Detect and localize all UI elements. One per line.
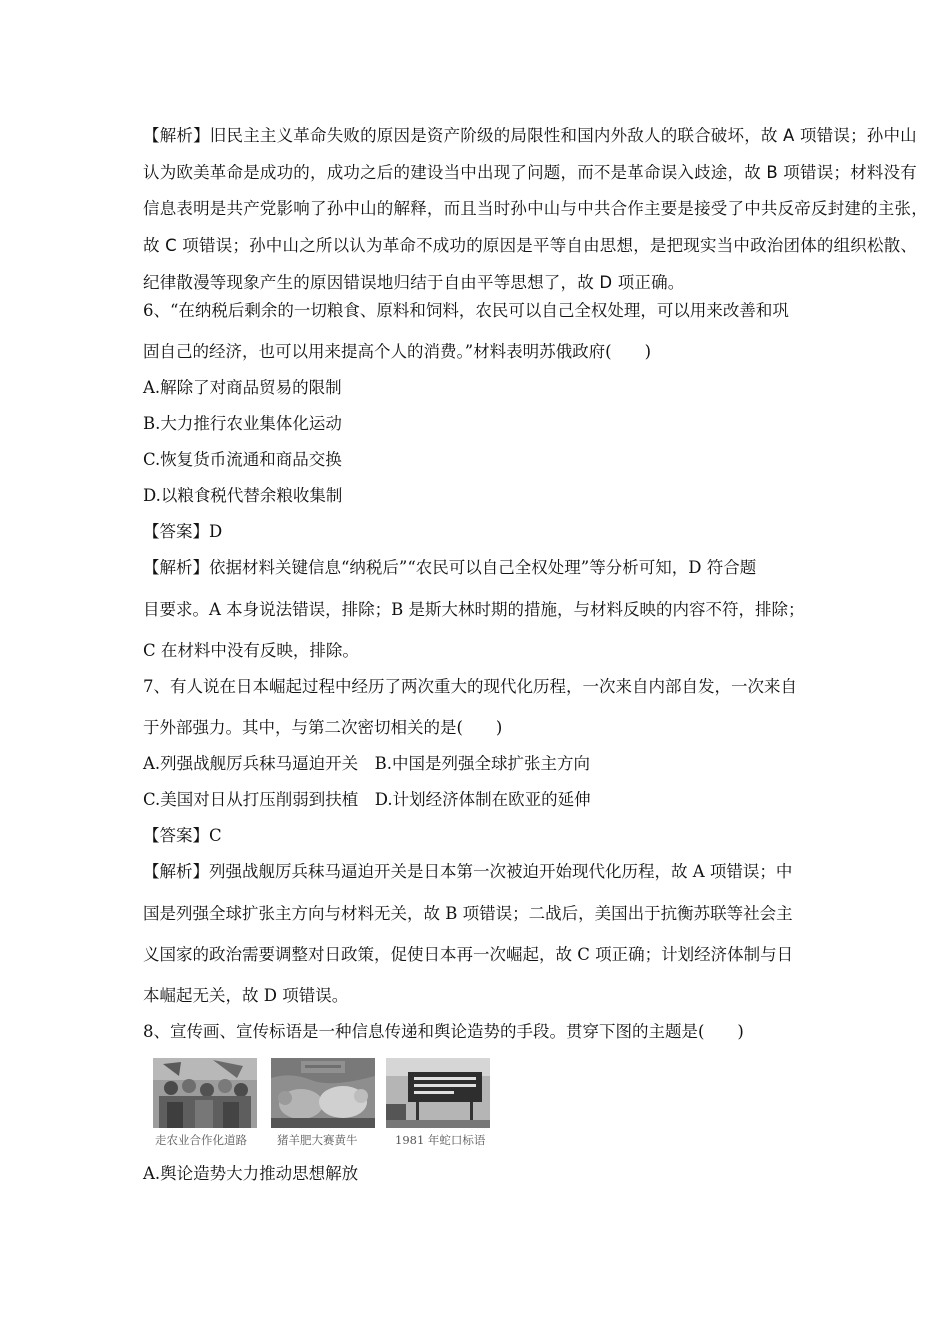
q8-image-strip xyxy=(153,1058,498,1153)
q5-analysis-line-4: 故 C 项错误；孙中山之所以认为革命不成功的原因是平等自由思想，是把现实当中政治团体的组织松散、 xyxy=(143,236,918,255)
q5-analysis-line-1: 【解析】旧民主主义革命失败的原因是资产阶级的局限性和国内外敌人的联合破坏，故 A 项错误；孙中山 xyxy=(143,126,917,145)
q7-analysis-line-4: 本崛起无关，故 D 项错误。 xyxy=(143,986,349,1005)
q6-option-b: B.大力推行农业集体化运动 xyxy=(143,414,342,433)
q6-option-a: A.解除了对商品贸易的限制 xyxy=(143,378,342,397)
q7-analysis-line-2: 国是列强全球扩张主方向与材料无关，故 B 项错误；二战后，美国出于抗衡苏联等社会主 xyxy=(143,904,793,923)
q7-answer: 【答案】C xyxy=(143,826,222,845)
q6-stem-line-2: 固自己的经济，也可以用来提高个人的消费。”材料表明苏俄政府( ) xyxy=(143,342,652,361)
q6-analysis-line-1: 【解析】依据材料关键信息“纳税后”“农民可以自己全权处理”等分析可知，D 符合题 xyxy=(143,558,757,577)
q5-analysis-line-3: 信息表明是共产党影响了孙中山的解释，而且当时孙中山与中共合作主要是接受了中共反帝反封建的主张， xyxy=(143,199,928,218)
q7-options-line-1: A.列强战舰厉兵秣马逼迫开关 B.中国是列强全球扩张主方向 xyxy=(143,754,591,773)
q6-stem-line-1: 6、“在纳税后剩余的一切粮食、原料和饲料，农民可以自己全权处理，可以用来改善和巩 xyxy=(143,301,789,320)
q8-option-a: A.舆论造势大力推动思想解放 xyxy=(143,1164,359,1183)
q8-caption-2: 猪羊肥大赛黄牛 xyxy=(277,1133,358,1147)
q6-analysis-line-3: C 在材料中没有反映，排除。 xyxy=(143,641,359,660)
q6-analysis-line-2: 目要求。A 本身说法错误，排除；B 是斯大林时期的措施，与材料反映的内容不符，排除； xyxy=(143,600,805,619)
q5-analysis-line-5: 纪律散漫等现象产生的原因错误地归结于自由平等思想了，故 D 项正确。 xyxy=(143,273,685,292)
q8-image-livestock-poster xyxy=(271,1058,375,1128)
q6-option-c: C.恢复货币流通和商品交换 xyxy=(143,450,342,469)
q8-stem: 8、宣传画、宣传标语是一种信息传递和舆论造势的手段。贯穿下图的主题是( ) xyxy=(143,1022,744,1041)
q8-caption-3: 1981 年蛇口标语 xyxy=(395,1133,486,1147)
q7-analysis-line-3: 义国家的政治需要调整对日政策，促使日本再一次崛起，故 C 项正确；计划经济体制与日 xyxy=(143,945,794,964)
q6-option-d: D.以粮食税代替余粮收集制 xyxy=(143,486,343,505)
q5-analysis-line-2: 认为欧美革命是成功的，成功之后的建设当中出现了问题，而不是革命误入歧途，故 B 项错误；材料没有 xyxy=(143,163,917,182)
q8-image-shekou-slogan-photo xyxy=(386,1058,490,1128)
q7-options-line-2: C.美国对日从打压削弱到扶植 D.计划经济体制在欧亚的延伸 xyxy=(143,790,591,809)
q8-image-cooperative-poster xyxy=(153,1058,257,1128)
q7-stem-line-1: 7、有人说在日本崛起过程中经历了两次重大的现代化历程，一次来自内部自发，一次来自 xyxy=(143,677,797,696)
q7-stem-line-2: 于外部强力。其中，与第二次密切相关的是( ) xyxy=(143,718,503,737)
q6-answer: 【答案】D xyxy=(143,522,223,541)
q7-analysis-line-1: 【解析】列强战舰厉兵秣马逼迫开关是日本第一次被迫开始现代化历程，故 A 项错误；中 xyxy=(143,862,793,881)
q8-caption-1: 走农业合作化道路 xyxy=(155,1133,247,1147)
